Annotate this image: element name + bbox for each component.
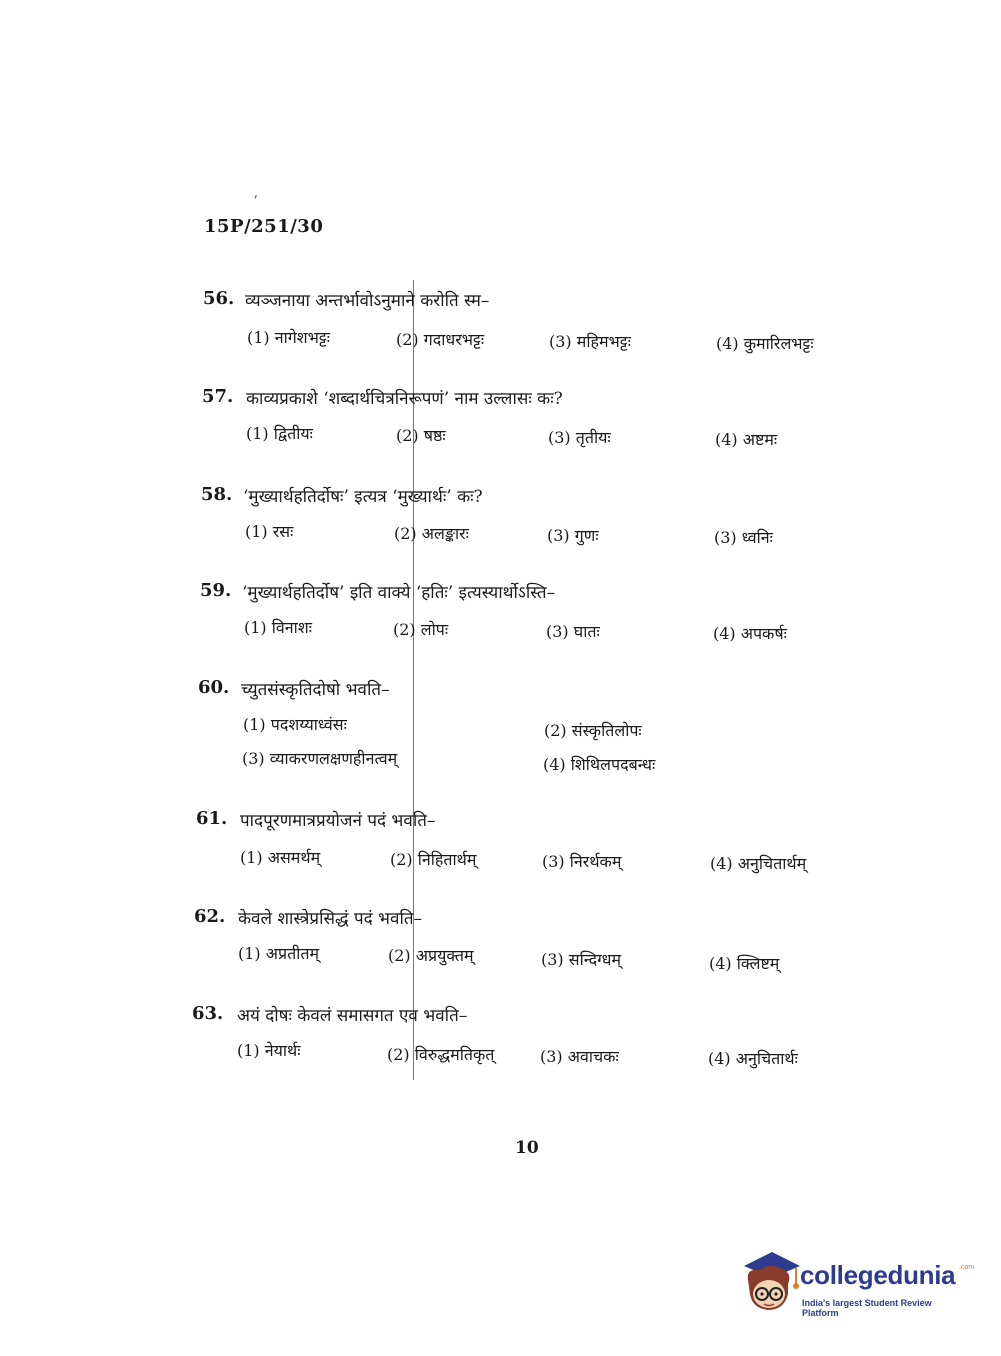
- option-2: (2) गदाधरभट्टः: [396, 330, 485, 349]
- option-3: (3) निरर्थकम्: [542, 852, 622, 871]
- question-57: [0, 384, 1001, 474]
- question-number: 62.: [194, 906, 226, 927]
- option-1: (1) असमर्थम्: [240, 848, 321, 867]
- paper-code: 15P/251/30: [204, 216, 324, 237]
- question-number: 56.: [203, 288, 235, 309]
- option-4: (4) शिथिलपदबन्धः: [543, 755, 656, 774]
- option-4: (4) क्लिष्टम्: [709, 954, 780, 973]
- option-1: (1) द्वितीयः: [246, 424, 313, 443]
- option-3: (3) सन्दिग्धम्: [541, 950, 622, 969]
- option-2: (2) षष्ठः: [396, 426, 446, 445]
- option-4: (4) अनुचितार्थः: [708, 1049, 798, 1068]
- option-3: (3) तृतीयः: [548, 428, 611, 447]
- question-60: [0, 675, 1001, 774]
- brand-tagline: India's largest Student Review Platform: [802, 1298, 932, 1318]
- question-63: [0, 1001, 1001, 1091]
- option-2: (2) विरुद्धमतिकृत्: [387, 1045, 495, 1064]
- option-1: (1) विनाशः: [244, 618, 312, 637]
- option-2: (2) निहितार्थम्: [390, 850, 477, 869]
- option-4: (4) अष्टमः: [715, 430, 778, 449]
- question-62: [0, 904, 1001, 994]
- question-number: 59.: [200, 580, 232, 601]
- option-2: (2) लोपः: [393, 620, 449, 639]
- question-number: 61.: [196, 808, 228, 829]
- question-61: [0, 806, 1001, 896]
- option-1: (1) नेयार्थः: [237, 1041, 301, 1060]
- question-59: [0, 578, 1001, 668]
- option-1: (1) रसः: [245, 522, 294, 541]
- brand-name: collegedunia: [800, 1260, 956, 1290]
- option-1: (1) अप्रतीतम्: [238, 944, 320, 963]
- question-text: च्युतसंस्कृतिदोषो भवति–: [241, 680, 390, 700]
- mascot-icon: [740, 1246, 802, 1316]
- option-4: (3) ध्वनिः: [714, 528, 773, 547]
- question-number: 63.: [192, 1003, 224, 1024]
- option-4: (4) कुमारिलभट्टः: [716, 334, 814, 353]
- option-3: (3) घातः: [546, 622, 600, 641]
- option-4: (4) अनुचितार्थम्: [710, 854, 807, 873]
- question-58: [0, 482, 1001, 572]
- option-2: (2) अलङ्कारः: [394, 524, 469, 543]
- option-3: (3) गुणः: [547, 526, 599, 545]
- option-1: (1) पदशय्याध्वंसः: [243, 715, 347, 734]
- option-4: (4) अपकर्षः: [713, 624, 787, 643]
- question-text: केवले शास्त्रेप्रसिद्धं पदं भवति–: [238, 909, 423, 929]
- option-1: (1) नागेशभट्टः: [247, 328, 330, 347]
- option-3: (3) महिमभट्टः: [549, 332, 631, 351]
- question-text: ‘मुख्यार्थहतिर्दोषः’ इत्यत्र ‘मुख्यार्थः’ कः?: [243, 487, 483, 507]
- question-text: पादपूरणमात्रप्रयोजनं पदं भवति–: [240, 811, 436, 831]
- brand-suffix: .com: [959, 1264, 975, 1271]
- question-text: काव्यप्रकाशे ‘शब्दार्थचित्रनिरूपणं’ नाम उल्लासः कः?: [246, 389, 563, 409]
- question-text: व्यञ्जनाया अन्तर्भावोऽनुमाने करोति स्म–: [245, 291, 490, 311]
- question-number: 60.: [198, 677, 230, 698]
- collegedunia-logo: [740, 1246, 975, 1320]
- question-text: अयं दोषः केवलं समासगत एव भवति–: [237, 1006, 468, 1026]
- question-56: [0, 286, 1001, 376]
- question-number: 57.: [202, 386, 234, 407]
- question-text: ‘मुख्यार्थहतिर्दोष’ इति वाक्ये ‘हतिः’ इत्यस्यार्थोऽस्ति–: [242, 583, 556, 603]
- option-2: (2) अप्रयुक्तम्: [388, 946, 474, 965]
- stray-mark: ,: [254, 186, 258, 200]
- option-2: (2) संस्कृतिलोपः: [544, 721, 642, 740]
- page-number: 10: [515, 1138, 539, 1158]
- option-3: (3) अवाचकः: [540, 1047, 619, 1066]
- option-3: (3) व्याकरणलक्षणहीनत्वम्: [242, 749, 398, 768]
- question-number: 58.: [201, 484, 233, 505]
